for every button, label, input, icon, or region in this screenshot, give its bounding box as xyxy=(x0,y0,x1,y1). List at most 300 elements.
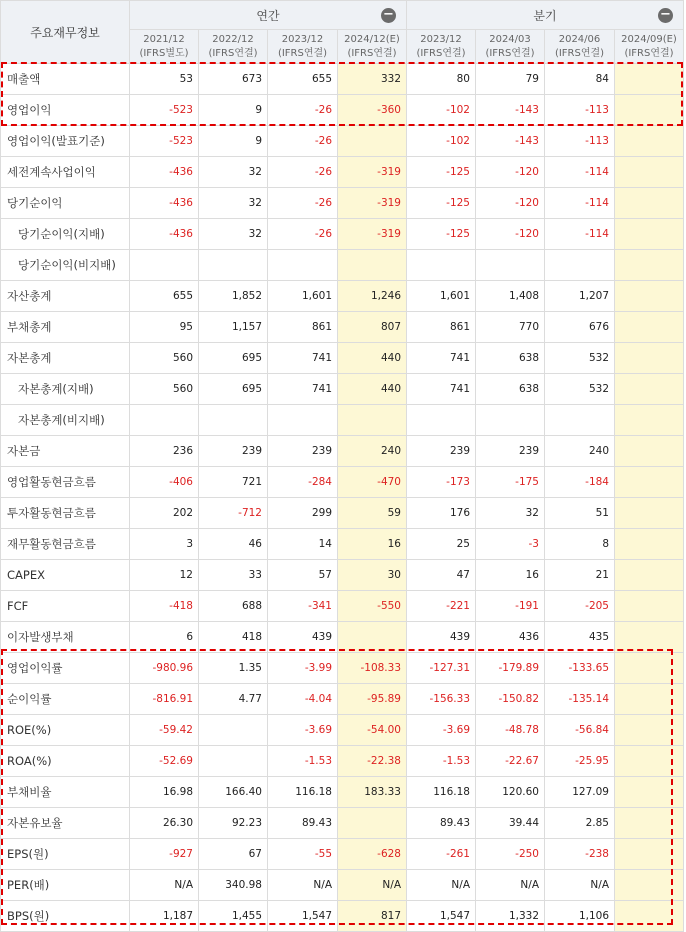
row-label: ROE(%) xyxy=(1,715,130,746)
table-cell: 116.18 xyxy=(268,777,338,808)
table-cell: -22.67 xyxy=(476,746,545,777)
table-cell: -59.42 xyxy=(130,715,199,746)
table-cell: 33 xyxy=(199,560,268,591)
table-cell xyxy=(615,839,684,870)
table-cell: -436 xyxy=(130,188,199,219)
table-cell xyxy=(615,529,684,560)
table-cell xyxy=(615,374,684,405)
table-cell xyxy=(130,405,199,436)
table-row xyxy=(1,157,684,188)
table-cell: 92.23 xyxy=(199,808,268,839)
table-cell xyxy=(615,64,684,95)
row-label: 재무활동현금흐름 xyxy=(1,529,130,560)
table-cell xyxy=(268,405,338,436)
table-cell: 695 xyxy=(199,374,268,405)
table-cell: 57 xyxy=(268,560,338,591)
column-basis: (IFRS연결) xyxy=(277,47,328,59)
table-cell xyxy=(615,157,684,188)
table-cell: 439 xyxy=(407,622,476,653)
table-cell: 120.60 xyxy=(476,777,545,808)
table-cell: 332 xyxy=(338,64,407,95)
table-cell: -523 xyxy=(130,95,199,126)
table-cell: -980.96 xyxy=(130,653,199,684)
table-cell: 80 xyxy=(407,64,476,95)
table-cell: 741 xyxy=(407,374,476,405)
table-cell: -3.69 xyxy=(268,715,338,746)
table-cell xyxy=(615,95,684,126)
table-cell: 1,408 xyxy=(476,281,545,312)
table-cell xyxy=(130,250,199,281)
table-cell: 3 xyxy=(130,529,199,560)
column-period: 2024/09(E) xyxy=(621,33,677,45)
row-label: 세전계속사업이익 xyxy=(1,157,130,188)
table-cell: 688 xyxy=(199,591,268,622)
column-header xyxy=(407,30,476,64)
column-basis: (IFRS연결) xyxy=(624,47,674,59)
column-basis: (IFRS연결) xyxy=(485,47,535,59)
table-cell: 2.85 xyxy=(545,808,615,839)
table-cell: -113 xyxy=(545,95,615,126)
row-label: 부채비율 xyxy=(1,777,130,808)
table-cell: -927 xyxy=(130,839,199,870)
table-cell: 16 xyxy=(338,529,407,560)
table-cell: -3.99 xyxy=(268,653,338,684)
table-cell: -221 xyxy=(407,591,476,622)
column-basis: (IFRS별도) xyxy=(139,47,189,59)
row-label: 자본총계(지배) xyxy=(1,374,130,405)
table-cell: 560 xyxy=(130,374,199,405)
table-row xyxy=(1,188,684,219)
table-cell: N/A xyxy=(476,870,545,901)
table-cell: 14 xyxy=(268,529,338,560)
table-cell: 176 xyxy=(407,498,476,529)
row-label: 자본총계(비지배) xyxy=(1,405,130,436)
table-cell: -261 xyxy=(407,839,476,870)
table-cell xyxy=(199,746,268,777)
table-cell: -175 xyxy=(476,467,545,498)
table-cell xyxy=(615,808,684,839)
table-cell: 12 xyxy=(130,560,199,591)
table-cell: -48.78 xyxy=(476,715,545,746)
table-cell: -360 xyxy=(338,95,407,126)
table-cell xyxy=(407,250,476,281)
table-cell xyxy=(615,219,684,250)
table-cell: 21 xyxy=(545,560,615,591)
table-cell: 53 xyxy=(130,64,199,95)
column-basis: (IFRS연결) xyxy=(416,47,466,59)
table-cell xyxy=(615,343,684,374)
table-cell xyxy=(615,126,684,157)
table-cell: -125 xyxy=(407,219,476,250)
table-row xyxy=(1,746,684,777)
table-cell: -250 xyxy=(476,839,545,870)
table-cell: -26 xyxy=(268,157,338,188)
table-cell: 240 xyxy=(338,436,407,467)
table-cell: -319 xyxy=(338,219,407,250)
quarter-group-label: 분기 xyxy=(533,8,557,23)
column-basis: (IFRS연결) xyxy=(208,47,258,59)
table-cell xyxy=(407,405,476,436)
table-cell: 1,601 xyxy=(268,281,338,312)
table-row xyxy=(1,901,684,932)
table-cell: N/A xyxy=(268,870,338,901)
table-cell xyxy=(615,436,684,467)
table-cell: -143 xyxy=(476,95,545,126)
table-cell xyxy=(545,250,615,281)
table-row xyxy=(1,808,684,839)
table-body xyxy=(1,64,684,932)
table-row xyxy=(1,560,684,591)
table-row xyxy=(1,219,684,250)
row-label: 자본총계 xyxy=(1,343,130,374)
table-cell: 817 xyxy=(338,901,407,932)
table-cell: -150.82 xyxy=(476,684,545,715)
table-cell: 1.35 xyxy=(199,653,268,684)
table-cell: N/A xyxy=(545,870,615,901)
table-cell xyxy=(615,188,684,219)
table-cell xyxy=(615,281,684,312)
table-row xyxy=(1,312,684,343)
column-period: 2023/12 xyxy=(281,33,324,45)
table-cell: 30 xyxy=(338,560,407,591)
table-row xyxy=(1,529,684,560)
table-cell: -1.53 xyxy=(407,746,476,777)
table-cell: 770 xyxy=(476,312,545,343)
table-cell: -406 xyxy=(130,467,199,498)
table-cell: 807 xyxy=(338,312,407,343)
table-cell xyxy=(476,405,545,436)
table-cell xyxy=(615,901,684,932)
table-cell: 16 xyxy=(476,560,545,591)
column-header xyxy=(199,30,268,64)
table-cell: -102 xyxy=(407,95,476,126)
table-cell: 9 xyxy=(199,126,268,157)
table-cell xyxy=(615,684,684,715)
table-cell: 1,187 xyxy=(130,901,199,932)
table-cell: 1,547 xyxy=(407,901,476,932)
column-header xyxy=(338,30,407,64)
table-cell: -120 xyxy=(476,219,545,250)
table-cell: -156.33 xyxy=(407,684,476,715)
collapse-quarter-button[interactable]: − xyxy=(658,8,673,23)
table-cell: -25.95 xyxy=(545,746,615,777)
table-cell xyxy=(338,808,407,839)
row-label: 자본유보율 xyxy=(1,808,130,839)
table-cell xyxy=(199,715,268,746)
table-cell: -26 xyxy=(268,95,338,126)
table-cell: -184 xyxy=(545,467,615,498)
table-cell: 32 xyxy=(199,188,268,219)
table-cell: 695 xyxy=(199,343,268,374)
table-cell: -95.89 xyxy=(338,684,407,715)
table-cell: 32 xyxy=(199,157,268,188)
row-label: FCF xyxy=(1,591,130,622)
table-cell: 741 xyxy=(268,374,338,405)
table-cell: 1,547 xyxy=(268,901,338,932)
table-cell xyxy=(338,622,407,653)
table-cell xyxy=(615,746,684,777)
row-label: CAPEX xyxy=(1,560,130,591)
table-cell: 236 xyxy=(130,436,199,467)
table-cell: -54.00 xyxy=(338,715,407,746)
table-cell: 39.44 xyxy=(476,808,545,839)
table-cell: -319 xyxy=(338,188,407,219)
table-cell: -120 xyxy=(476,188,545,219)
column-period: 2021/12 xyxy=(143,33,185,45)
table-cell: -205 xyxy=(545,591,615,622)
table-row xyxy=(1,498,684,529)
table-cell: 638 xyxy=(476,374,545,405)
row-label: 영업이익 xyxy=(1,95,130,126)
table-cell: -125 xyxy=(407,188,476,219)
table-cell: -114 xyxy=(545,157,615,188)
table-cell: 47 xyxy=(407,560,476,591)
table-cell: 239 xyxy=(268,436,338,467)
column-period: 2024/06 xyxy=(558,33,601,45)
table-cell: 1,207 xyxy=(545,281,615,312)
table-cell: -26 xyxy=(268,219,338,250)
table-cell: 67 xyxy=(199,839,268,870)
column-basis: (IFRS연결) xyxy=(554,47,605,59)
table-cell: -628 xyxy=(338,839,407,870)
table-cell: 340.98 xyxy=(199,870,268,901)
table-cell xyxy=(199,250,268,281)
table-cell: -191 xyxy=(476,591,545,622)
table-cell: 239 xyxy=(476,436,545,467)
row-label: 자산총계 xyxy=(1,281,130,312)
table-cell: -4.04 xyxy=(268,684,338,715)
table-row xyxy=(1,126,684,157)
table-cell: N/A xyxy=(407,870,476,901)
row-label: 당기순이익(비지배) xyxy=(1,250,130,281)
row-label: EPS(원) xyxy=(1,839,130,870)
table-cell: -114 xyxy=(545,188,615,219)
column-header xyxy=(615,30,684,64)
table-cell xyxy=(338,250,407,281)
table-cell: 8 xyxy=(545,529,615,560)
table-cell: -114 xyxy=(545,219,615,250)
table-cell: 1,601 xyxy=(407,281,476,312)
table-row xyxy=(1,95,684,126)
table-row xyxy=(1,343,684,374)
row-label: PER(배) xyxy=(1,870,130,901)
column-header xyxy=(268,30,338,64)
table-cell xyxy=(615,653,684,684)
table-cell: 25 xyxy=(407,529,476,560)
table-cell: 95 xyxy=(130,312,199,343)
table-cell: -436 xyxy=(130,157,199,188)
table-cell: N/A xyxy=(338,870,407,901)
table-cell: -550 xyxy=(338,591,407,622)
quarter-group-header xyxy=(407,1,684,30)
row-label: 영업이익률 xyxy=(1,653,130,684)
column-period: 2024/03 xyxy=(489,33,531,45)
table-cell: 79 xyxy=(476,64,545,95)
table-cell: 532 xyxy=(545,343,615,374)
table-cell xyxy=(268,250,338,281)
table-cell: 673 xyxy=(199,64,268,95)
table-row xyxy=(1,839,684,870)
table-cell: -113 xyxy=(545,126,615,157)
table-cell xyxy=(615,405,684,436)
table-row xyxy=(1,777,684,808)
table-cell xyxy=(615,498,684,529)
table-cell xyxy=(199,405,268,436)
row-label: 순이익률 xyxy=(1,684,130,715)
table-cell: 84 xyxy=(545,64,615,95)
table-cell: 89.43 xyxy=(407,808,476,839)
table-row xyxy=(1,436,684,467)
table-cell: -319 xyxy=(338,157,407,188)
table-cell: 741 xyxy=(268,343,338,374)
table-cell xyxy=(615,560,684,591)
table-cell: -102 xyxy=(407,126,476,157)
table-cell: 440 xyxy=(338,343,407,374)
table-row xyxy=(1,374,684,405)
table-row xyxy=(1,870,684,901)
table-cell: 239 xyxy=(407,436,476,467)
table-cell: 439 xyxy=(268,622,338,653)
table-cell xyxy=(338,405,407,436)
table-cell: -120 xyxy=(476,157,545,188)
table-cell: 638 xyxy=(476,343,545,374)
table-row xyxy=(1,281,684,312)
table-cell: 32 xyxy=(476,498,545,529)
table-row xyxy=(1,64,684,95)
table-cell xyxy=(615,777,684,808)
table-row xyxy=(1,653,684,684)
table-row xyxy=(1,250,684,281)
column-header xyxy=(545,30,615,64)
table-cell: -127.31 xyxy=(407,653,476,684)
table-cell: 721 xyxy=(199,467,268,498)
collapse-annual-button[interactable]: − xyxy=(381,8,396,23)
table-cell: 418 xyxy=(199,622,268,653)
table-cell: 239 xyxy=(199,436,268,467)
table-cell: 1,246 xyxy=(338,281,407,312)
row-label: ROA(%) xyxy=(1,746,130,777)
row-label: 당기순이익(지배) xyxy=(1,219,130,250)
table-cell: -133.65 xyxy=(545,653,615,684)
table-cell: 1,332 xyxy=(476,901,545,932)
table-cell: -816.91 xyxy=(130,684,199,715)
table-cell xyxy=(338,126,407,157)
table-cell: -55 xyxy=(268,839,338,870)
table-cell: 166.40 xyxy=(199,777,268,808)
table-cell: -3 xyxy=(476,529,545,560)
table-cell: -143 xyxy=(476,126,545,157)
table-cell: 202 xyxy=(130,498,199,529)
column-period: 2023/12 xyxy=(420,33,462,45)
table-cell: 183.33 xyxy=(338,777,407,808)
table-row xyxy=(1,715,684,746)
table-cell: 560 xyxy=(130,343,199,374)
table-cell: 440 xyxy=(338,374,407,405)
table-cell: 861 xyxy=(268,312,338,343)
table-cell: 1,852 xyxy=(199,281,268,312)
row-label: 영업활동현금흐름 xyxy=(1,467,130,498)
table-cell: 89.43 xyxy=(268,808,338,839)
row-label: 영업이익(발표기준) xyxy=(1,126,130,157)
table-cell: 6 xyxy=(130,622,199,653)
table-cell: 127.09 xyxy=(545,777,615,808)
table-cell: 59 xyxy=(338,498,407,529)
table-row xyxy=(1,467,684,498)
table-cell: 299 xyxy=(268,498,338,529)
table-cell: 741 xyxy=(407,343,476,374)
table-cell: 676 xyxy=(545,312,615,343)
table-cell: -1.53 xyxy=(268,746,338,777)
table-cell: 116.18 xyxy=(407,777,476,808)
table-cell: -418 xyxy=(130,591,199,622)
row-label: 매출액 xyxy=(1,64,130,95)
table-cell xyxy=(476,250,545,281)
table-cell xyxy=(615,622,684,653)
table-cell: 32 xyxy=(199,219,268,250)
table-title: 주요재무정보 xyxy=(1,1,130,64)
row-label: 당기순이익 xyxy=(1,188,130,219)
table-cell xyxy=(615,250,684,281)
table-cell: 9 xyxy=(199,95,268,126)
annual-group-header xyxy=(130,1,407,30)
table-cell: -125 xyxy=(407,157,476,188)
table-cell: 435 xyxy=(545,622,615,653)
column-period: 2022/12 xyxy=(212,33,254,45)
table-cell: -284 xyxy=(268,467,338,498)
row-label: 이자발생부채 xyxy=(1,622,130,653)
table-cell: -523 xyxy=(130,126,199,157)
table-cell: 861 xyxy=(407,312,476,343)
table-cell: -238 xyxy=(545,839,615,870)
table-cell: 532 xyxy=(545,374,615,405)
table-cell: -173 xyxy=(407,467,476,498)
table-row xyxy=(1,405,684,436)
table-cell: 655 xyxy=(130,281,199,312)
table-cell: 655 xyxy=(268,64,338,95)
table-cell: -470 xyxy=(338,467,407,498)
table-cell xyxy=(545,405,615,436)
column-header xyxy=(476,30,545,64)
table-cell: 46 xyxy=(199,529,268,560)
table-cell: -135.14 xyxy=(545,684,615,715)
table-cell xyxy=(615,591,684,622)
table-cell: 240 xyxy=(545,436,615,467)
table-cell: N/A xyxy=(130,870,199,901)
table-row xyxy=(1,684,684,715)
row-label: BPS(원) xyxy=(1,901,130,932)
table-cell: -712 xyxy=(199,498,268,529)
table-cell xyxy=(615,467,684,498)
table-cell: -52.69 xyxy=(130,746,199,777)
row-label: 부채총계 xyxy=(1,312,130,343)
table-cell: 51 xyxy=(545,498,615,529)
table-cell: 26.30 xyxy=(130,808,199,839)
column-header xyxy=(130,30,199,64)
table-row xyxy=(1,622,684,653)
table-cell: 1,455 xyxy=(199,901,268,932)
table-cell: -108.33 xyxy=(338,653,407,684)
table-cell: -56.84 xyxy=(545,715,615,746)
table-cell xyxy=(615,870,684,901)
table-cell: -22.38 xyxy=(338,746,407,777)
row-label: 투자활동현금흐름 xyxy=(1,498,130,529)
table-cell: 16.98 xyxy=(130,777,199,808)
table-cell xyxy=(615,715,684,746)
table-row xyxy=(1,591,684,622)
table-cell: -179.89 xyxy=(476,653,545,684)
table-cell xyxy=(615,312,684,343)
table-cell: 1,106 xyxy=(545,901,615,932)
